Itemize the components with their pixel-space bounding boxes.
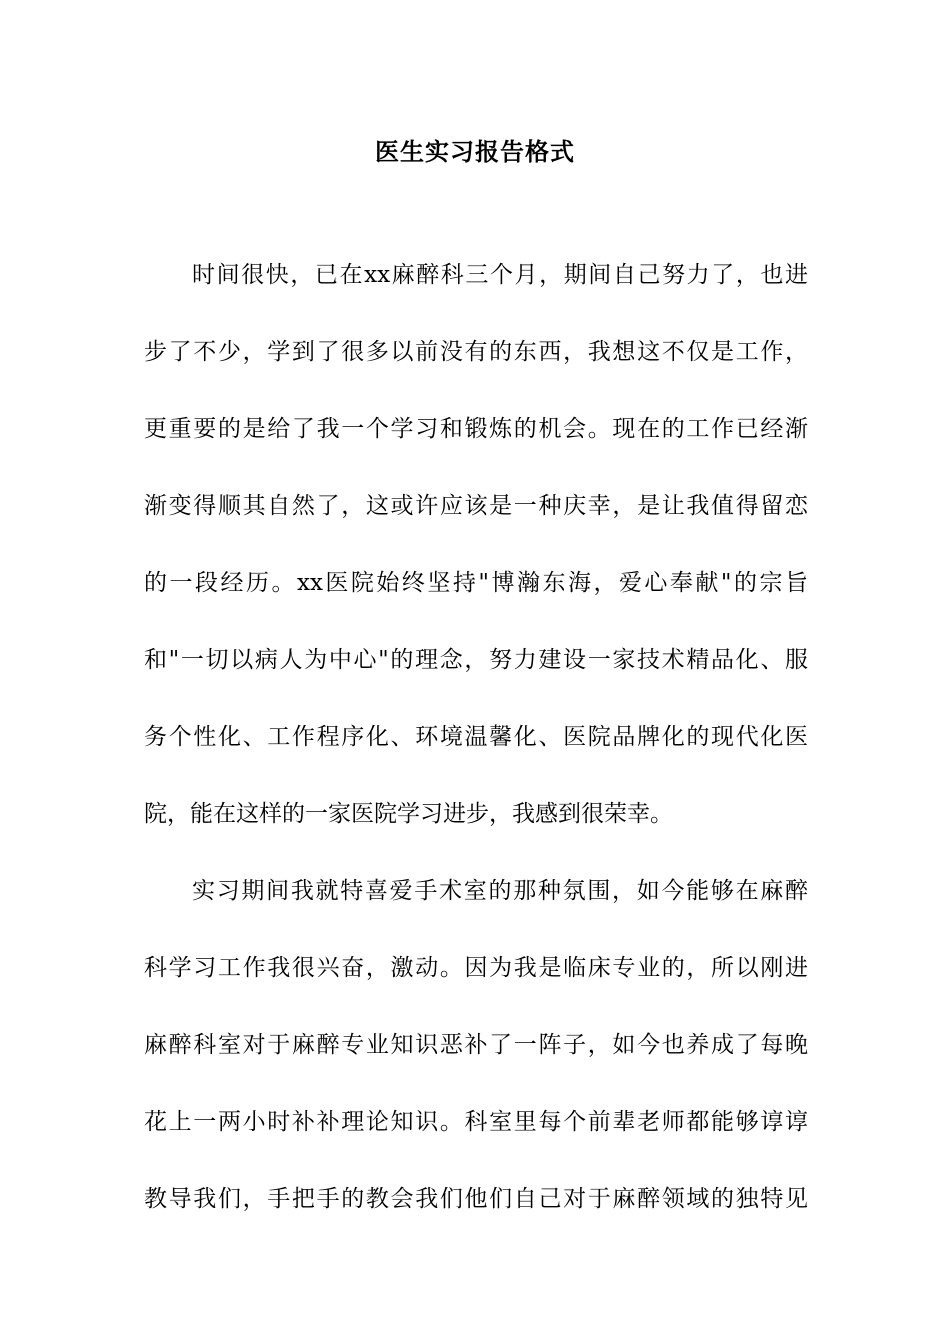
paragraph-line: 渐变得顺其自然了，这或许应该是一种庆幸，是让我值得留恋 [144,493,808,519]
paragraph-line: 更重要的是给了我一个学习和锻炼的机会。现在的工作已经渐 [144,416,808,442]
paragraph-line: 花上一两小时补补理论知识。科室里每个前辈老师都能够谆谆 [144,1109,808,1135]
paragraph-line: 实习期间我就特喜爱手术室的那种氛围，如今能够在麻醉 [192,878,808,904]
paragraph-line: 科学习工作我很兴奋，激动。因为我是临床专业的，所以刚进 [144,955,808,981]
paragraph-line: 教导我们，手把手的教会我们他们自己对于麻醉领域的独特见 [144,1186,808,1212]
document-title: 医生实习报告格式 [375,138,575,166]
paragraph-line: 时间很快，已在xx麻醉科三个月，期间自己努力了，也进 [192,262,808,288]
paragraph-line: 院，能在这样的一家医院学习进步，我感到很荣幸。 [144,801,673,827]
paragraph-line: 麻醉科室对于麻醉专业知识恶补了一阵子，如今也养成了每晚 [144,1032,808,1058]
paragraph-line: 和"一切以病人为中心"的理念，努力建设一家技术精品化、服 [144,647,808,673]
paragraph-line: 务个性化、工作程序化、环境温馨化、医院品牌化的现代化医 [144,724,808,750]
paragraph-line: 步了不少，学到了很多以前没有的东西，我想这不仅是工作， [144,339,808,365]
paragraph-line: 的一段经历。xx医院始终坚持"博瀚东海，爱心奉献"的宗旨 [144,570,808,596]
